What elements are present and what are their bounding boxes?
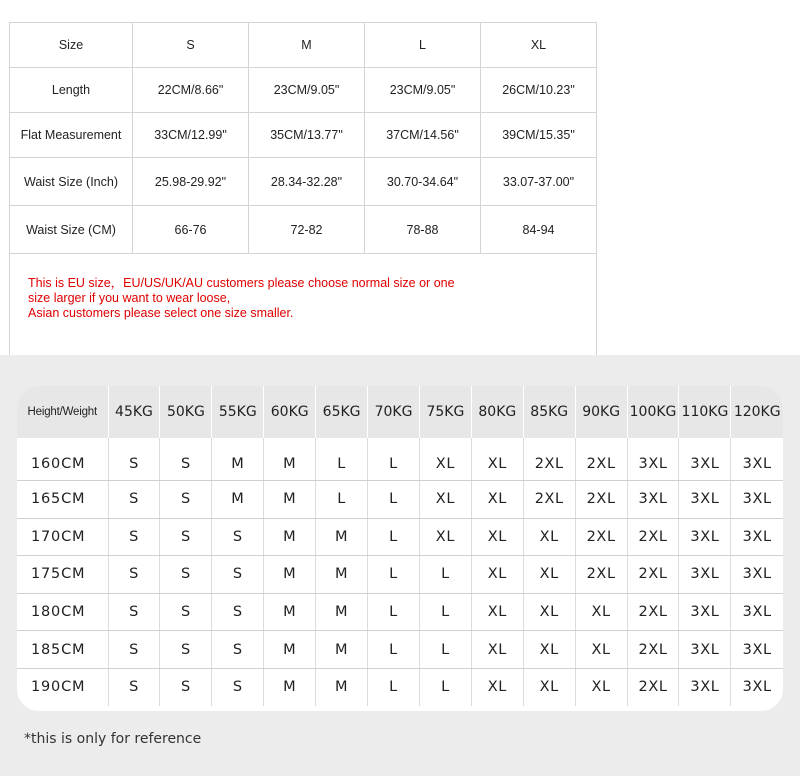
size-recommendation-cell: XL xyxy=(419,518,471,556)
size-recommendation-cell: S xyxy=(160,593,212,631)
size-cell: 28.34-32.28" xyxy=(249,158,365,206)
size-cell: 66-76 xyxy=(133,206,249,254)
size-recommendation-cell: 3XL xyxy=(679,518,731,556)
size-recommendation-cell: L xyxy=(368,438,420,481)
size-recommendation-cell: 2XL xyxy=(575,518,627,556)
size-row-label: Waist Size (CM) xyxy=(10,206,133,254)
size-cell: 23CM/9.05" xyxy=(249,68,365,113)
size-recommendation-cell: XL xyxy=(471,481,523,519)
height-label: 190CM xyxy=(17,668,108,705)
size-recommendation-cell: XL xyxy=(523,556,575,594)
size-recommendation-cell: M xyxy=(316,556,368,594)
size-recommendation-cell: S xyxy=(108,668,160,705)
height-label: 160CM xyxy=(17,438,108,481)
size-cell: 72-82 xyxy=(249,206,365,254)
size-header-cell: S xyxy=(133,23,249,68)
weight-header-cell: 100KG xyxy=(627,386,679,438)
size-recommendation-cell: M xyxy=(316,631,368,669)
weight-header-cell: 110KG xyxy=(679,386,731,438)
size-recommendation-cell: 2XL xyxy=(627,556,679,594)
size-recommendation-cell: 3XL xyxy=(679,631,731,669)
size-cell: 23CM/9.05" xyxy=(365,68,481,113)
size-header-row xyxy=(10,23,597,68)
size-header-cell: L xyxy=(365,23,481,68)
weight-header-cell: 70KG xyxy=(368,386,420,438)
height-weight-table xyxy=(17,386,783,706)
height-weight-corner-label: Height/Weight xyxy=(17,386,108,438)
weight-header-cell: 50KG xyxy=(160,386,212,438)
weight-header-cell: 120KG xyxy=(731,386,783,438)
size-recommendation-cell: S xyxy=(160,668,212,705)
size-recommendation-cell: S xyxy=(160,481,212,519)
size-recommendation-cell: 2XL xyxy=(523,438,575,481)
size-recommendation-cell: XL xyxy=(471,668,523,705)
size-recommendation-cell: S xyxy=(160,518,212,556)
size-recommendation-cell: XL xyxy=(419,481,471,519)
size-recommendation-cell: L xyxy=(316,438,368,481)
size-recommendation-cell: 2XL xyxy=(627,518,679,556)
size-recommendation-cell: S xyxy=(212,631,264,669)
size-recommendation-cell: M xyxy=(264,518,316,556)
size-recommendation-cell: 3XL xyxy=(679,668,731,705)
size-header-label: Size xyxy=(10,23,133,68)
size-recommendation-cell: 3XL xyxy=(679,481,731,519)
height-weight-card xyxy=(17,386,783,711)
height-row xyxy=(17,668,783,705)
height-row xyxy=(17,593,783,631)
size-recommendation-cell: 3XL xyxy=(627,438,679,481)
size-recommendation-cell: M xyxy=(264,668,316,705)
size-row-label: Waist Size (Inch) xyxy=(10,158,133,206)
size-recommendation-cell: 3XL xyxy=(731,593,783,631)
height-label: 185CM xyxy=(17,631,108,669)
size-recommendation-cell: M xyxy=(264,631,316,669)
size-cell: 26CM/10.23" xyxy=(481,68,597,113)
size-recommendation-cell: XL xyxy=(575,593,627,631)
size-table xyxy=(9,22,597,364)
reference-footnote: *this is only for reference xyxy=(24,731,202,747)
size-recommendation-cell: S xyxy=(212,593,264,631)
weight-header-cell: 55KG xyxy=(212,386,264,438)
size-recommendation-cell: XL xyxy=(523,631,575,669)
size-note-line: Asian customers please select one size smaller. xyxy=(28,306,294,320)
size-recommendation-cell: 2XL xyxy=(575,481,627,519)
size-recommendation-cell: M xyxy=(316,668,368,705)
size-recommendation-cell: M xyxy=(264,481,316,519)
size-recommendation-cell: L xyxy=(419,556,471,594)
size-recommendation-cell: 2XL xyxy=(575,438,627,481)
size-row xyxy=(10,206,597,254)
size-cell: 33.07-37.00" xyxy=(481,158,597,206)
size-recommendation-cell: L xyxy=(368,631,420,669)
size-recommendation-cell: 2XL xyxy=(575,556,627,594)
size-cell: 35CM/13.77" xyxy=(249,113,365,158)
size-recommendation-cell: XL xyxy=(523,518,575,556)
size-cell: 30.70-34.64" xyxy=(365,158,481,206)
size-header-cell: XL xyxy=(481,23,597,68)
weight-header-cell: 90KG xyxy=(575,386,627,438)
weight-header-cell: 45KG xyxy=(108,386,160,438)
size-recommendation-cell: M xyxy=(264,438,316,481)
height-row xyxy=(17,481,783,519)
height-label: 170CM xyxy=(17,518,108,556)
size-recommendation-cell: L xyxy=(368,556,420,594)
height-weight-body xyxy=(17,438,783,706)
size-note-row xyxy=(10,254,597,364)
size-cell: 78-88 xyxy=(365,206,481,254)
size-recommendation-cell: M xyxy=(212,481,264,519)
weight-header-cell: 75KG xyxy=(419,386,471,438)
size-recommendation-cell: L xyxy=(316,481,368,519)
weight-header-row xyxy=(17,386,783,438)
height-label: 165CM xyxy=(17,481,108,519)
size-recommendation-cell: S xyxy=(160,438,212,481)
size-recommendation-cell: S xyxy=(108,438,160,481)
size-recommendation-cell: XL xyxy=(575,631,627,669)
size-recommendation-cell: S xyxy=(212,518,264,556)
size-recommendation-cell: S xyxy=(212,668,264,705)
size-recommendation-cell: L xyxy=(368,481,420,519)
size-recommendation-cell: XL xyxy=(523,668,575,705)
size-recommendation-cell: S xyxy=(160,631,212,669)
weight-header-cell: 85KG xyxy=(523,386,575,438)
size-recommendation-cell: 3XL xyxy=(731,438,783,481)
size-recommendation-cell: 3XL xyxy=(731,556,783,594)
size-cell: 39CM/15.35" xyxy=(481,113,597,158)
size-recommendation-cell: XL xyxy=(471,438,523,481)
size-recommendation-cell: 3XL xyxy=(742,679,772,696)
size-header-cell: M xyxy=(249,23,365,68)
size-recommendation-cell: XL xyxy=(419,438,471,481)
size-recommendation-cell: 2XL xyxy=(627,593,679,631)
size-recommendation-cell: S xyxy=(108,481,160,519)
size-recommendation-cell: S xyxy=(108,593,160,631)
weight-header-cell: 65KG xyxy=(316,386,368,438)
size-recommendation-cell: S xyxy=(108,631,160,669)
height-weight-panel xyxy=(0,355,800,776)
size-row-label: Flat Measurement xyxy=(10,113,133,158)
size-recommendation-cell: S xyxy=(108,518,160,556)
size-cell: 84-94 xyxy=(481,206,597,254)
size-recommendation-cell: XL xyxy=(523,593,575,631)
height-row xyxy=(17,556,783,594)
size-row xyxy=(10,113,597,158)
size-recommendation-cell: S xyxy=(212,556,264,594)
size-table-body xyxy=(10,23,597,364)
size-recommendation-cell: XL xyxy=(471,631,523,669)
size-recommendation-cell: 3XL xyxy=(679,438,731,481)
size-recommendation-cell: L xyxy=(368,518,420,556)
size-note-line: size larger if you want to wear loose, xyxy=(28,291,231,305)
size-recommendation-cell: 3XL xyxy=(679,556,731,594)
size-recommendation-cell: M xyxy=(316,518,368,556)
size-row xyxy=(10,68,597,113)
size-recommendation-cell: L xyxy=(368,668,420,705)
height-row xyxy=(17,438,783,481)
size-recommendation-cell: XL xyxy=(471,518,523,556)
size-cell: 22CM/8.66" xyxy=(133,68,249,113)
height-row xyxy=(17,518,783,556)
size-recommendation-cell: M xyxy=(212,438,264,481)
size-recommendation-cell: M xyxy=(264,593,316,631)
size-recommendation-cell: XL xyxy=(471,556,523,594)
size-note xyxy=(10,254,597,364)
size-recommendation-cell: S xyxy=(160,556,212,594)
size-note-line: This is EU size，EU/US/UK/AU customers please choose normal size or one xyxy=(28,276,455,290)
size-recommendation-cell: L xyxy=(419,668,471,705)
weight-header-cell: 60KG xyxy=(264,386,316,438)
size-recommendation-cell: XL xyxy=(471,593,523,631)
size-recommendation-cell: 3XL xyxy=(627,481,679,519)
size-recommendation-cell: 3XL xyxy=(731,518,783,556)
size-recommendation-cell: 3XL xyxy=(731,631,783,669)
height-row xyxy=(17,631,783,669)
size-cell: 33CM/12.99" xyxy=(133,113,249,158)
height-label: 175CM xyxy=(17,556,108,594)
weight-header-cell: 80KG xyxy=(471,386,523,438)
size-recommendation-cell: 3XL xyxy=(679,593,731,631)
size-recommendation-cell: 3XL xyxy=(731,481,783,519)
size-recommendation-cell: XL xyxy=(575,668,627,705)
size-cell: 25.98-29.92" xyxy=(133,158,249,206)
size-cell: 37CM/14.56" xyxy=(365,113,481,158)
size-row xyxy=(10,158,597,206)
size-recommendation-cell: 2XL xyxy=(627,668,679,705)
size-recommendation-cell: 2XL xyxy=(627,631,679,669)
size-recommendation-cell: 2XL xyxy=(523,481,575,519)
height-label: 180CM xyxy=(17,593,108,631)
size-recommendation-cell: L xyxy=(419,631,471,669)
size-recommendation-cell: L xyxy=(419,593,471,631)
size-recommendation-cell: L xyxy=(368,593,420,631)
size-recommendation-cell: M xyxy=(316,593,368,631)
size-row-label: Length xyxy=(10,68,133,113)
size-recommendation-cell: M xyxy=(264,556,316,594)
size-recommendation-cell: S xyxy=(108,556,160,594)
